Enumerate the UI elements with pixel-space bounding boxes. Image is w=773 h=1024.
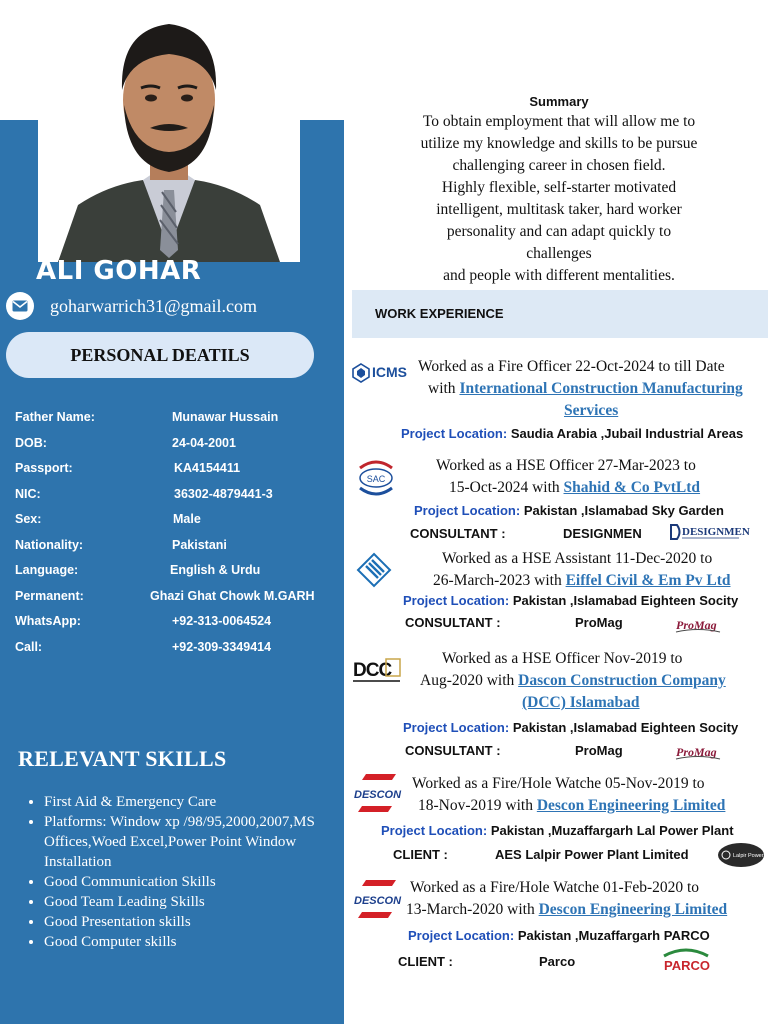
job-4-company-link[interactable]: Dascon Construction Company [518,672,726,689]
detail-row: WhatsApp: +92-313-0064524 [15,614,272,628]
job-1-location: Project Location: Saudia Arabia ,Jubail Industrial Areas [401,426,744,441]
promag-logo-text: ProMag [676,618,717,632]
job-2-consultant-label: CONSULTANT : [410,526,506,541]
skills-heading: RELEVANT SKILLS [18,746,227,771]
skill-item: • Good Computer skills [44,932,364,952]
summary-text: To obtain employment that will allow me to utilize my knowledge and skills to be pursue challenging career in chosen field. Highly flexible, self-starter motivated intelligent, multitask taker, hard worker personality and can adapt quickly to challenges and people with different mentalities. [420,113,698,284]
job-6-company-link[interactable]: Descon Engineering Limited [538,901,728,918]
job-4-consultant-value: ProMag [575,743,623,758]
dcc-logo [352,655,402,690]
email-address[interactable]: goharwarrich31@gmail.com [50,295,258,316]
job-3-company-line: 26-March-2023 with Eiffel Civil & Em Pv Ltd [433,572,731,589]
job-1-title: Worked as a Fire Officer 22-Oct-2024 to till Date [418,358,725,375]
skills-list [24,792,364,952]
job-4-company-line2 [522,694,640,712]
job-3-consultant-label: CONSULTANT : [405,615,501,630]
personal-details-heading: PERSONAL DEATILS [6,332,314,378]
job-2-consultant-value: DESIGNMEN [563,526,642,541]
profile-photo [38,0,300,262]
candidate-name: ALI GOHAR [36,256,202,286]
job-6-title: Worked as a Fire/Hole Watche 01-Feb-2020 to [410,879,700,896]
detail-row: Passport: KA4154411 [15,461,241,475]
job-1-company-line2 [564,402,618,420]
detail-row: Permanent: Ghazi Ghat Chowk M.GARH [15,588,315,603]
designmen-logo-text: DESIGNMEN [682,526,750,538]
job-2-company-line: 15-Oct-2024 with Shahid & Co PvtLtd [449,479,701,496]
lalpir-logo [717,842,765,873]
parco-logo-text: PARCO [664,958,710,973]
skill-item: • Good Team Leading Skills [44,892,364,912]
job-2-company-link[interactable]: Shahid & Co PvtLtd [563,479,701,496]
job-5-location: Project Location: Pakistan ,Muzaffargarh Lal Power Plant [381,823,734,838]
designmen-logo [669,523,750,546]
job-4-title: Worked as a HSE Officer Nov-2019 to [442,650,683,667]
job-3-title: Worked as a HSE Assistant 11-Dec-2020 to [442,550,713,567]
promag-logo-text: ProMag [676,745,717,759]
job-6-client-label: CLIENT : [398,954,453,969]
job-4-company-link-2[interactable]: (DCC) Islamabad [522,694,640,711]
job-1-company-link-2[interactable]: Services [564,402,619,419]
summary-heading: Summary [529,94,589,109]
detail-row: DOB: 24-04-2001 [15,435,236,450]
job-3-location: Project Location: Pakistan ,Islamabad Eighteen Socity [403,593,739,608]
job-5-company-link[interactable]: Descon Engineering Limited [536,797,726,814]
job-3-company-link[interactable]: Eiffel Civil & Em Pv Ltd [565,572,731,589]
sac-logo-text: SAC [366,474,386,484]
descon-logo-text: DESCON [354,895,402,907]
promag-logo [674,743,722,766]
job-1-company-link[interactable]: International Construction Manufacturing [459,380,743,397]
job-5-company-line: 18-Nov-2019 with Descon Engineering Limited [418,797,726,814]
personal-details-list [15,408,345,663]
detail-row: NIC: 36302-4879441-3 [15,486,273,501]
lalpir-logo-text: Lalpir Power [733,853,764,859]
detail-row: Father Name: Munawar Hussain [15,410,279,424]
skill-item: • First Aid & Emergency Care [44,792,364,812]
job-6-company-line: 13-March-2020 with Descon Engineering Limited [406,901,728,918]
email-row [6,292,257,320]
job-4-consultant-label: CONSULTANT : [405,743,501,758]
job-4-company-line: Aug-2020 with Dascon Construction Company [420,672,726,689]
job-5-title: Worked as a Fire/Hole Watche 05-Nov-2019 to [412,775,705,792]
dcc-logo-text: DCC [353,660,392,681]
job-6-location: Project Location: Pakistan ,Muzaffargarh PARCO [408,928,710,943]
promag-logo [674,616,722,639]
detail-row: Language: English & Urdu [15,563,261,577]
descon-logo-text: DESCON [354,789,402,801]
skill-item: • Good Presentation skills [44,912,364,932]
job-2-location: Project Location: Pakistan ,Islamabad Sky Garden [414,503,724,518]
skill-item: • Platforms: Window xp /98/95,2000,2007,MS Offices,Woed Excel,Power Point Window Installation [44,812,364,872]
detail-row: Sex: Male [15,512,201,526]
job-5-client-label: CLIENT : [393,847,448,862]
detail-row: Nationality: Pakistani [15,537,227,552]
work-experience-heading: WORK EXPERIENCE [375,306,504,321]
job-2-title: Worked as a HSE Officer 27-Mar-2023 to [436,457,696,474]
parco-logo [660,948,712,981]
sac-logo [352,458,400,503]
descon-logo [352,772,402,821]
skill-item: • Good Communication Skills [44,872,364,892]
envelope-icon [6,292,34,320]
icms-logo [352,363,418,388]
job-1-company-line: with International Construction Manufacturing [428,380,743,397]
job-3-consultant-value: ProMag [575,615,623,630]
eiffel-logo [356,552,392,593]
descon-logo [352,878,402,927]
job-5-client-value: AES Lalpir Power Plant Limited [495,847,689,862]
icms-logo-text: ICMS [372,364,407,380]
detail-row: Call: +92-309-3349414 [15,639,272,654]
job-4-location: Project Location: Pakistan ,Islamabad Eighteen Socity [403,720,739,735]
job-6-client-value: Parco [539,954,576,969]
